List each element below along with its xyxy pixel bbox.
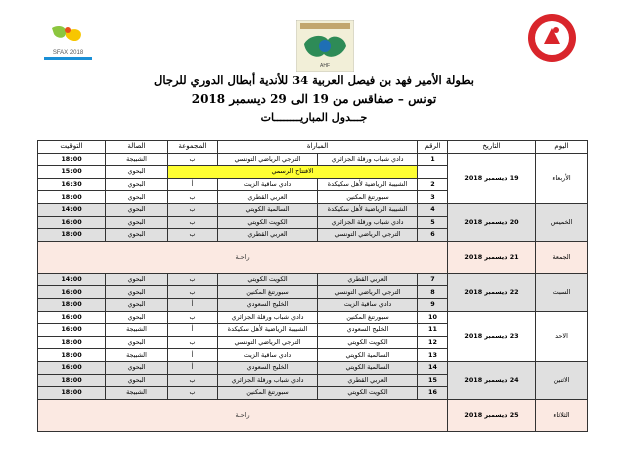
table-row <box>38 153 588 166</box>
hall-cell: الشبيجة <box>106 349 168 362</box>
day-cell: الاثنين <box>536 361 588 399</box>
group-cell: ب <box>168 203 218 216</box>
team-a: دادي شباب ورقلة الجزائري <box>318 153 418 166</box>
time-cell: 16:00 <box>38 216 106 229</box>
hall-cell: البحوي <box>106 216 168 229</box>
date-cell: 19 ديسمبر 2018 <box>448 153 536 203</box>
svg-text:AHF: AHF <box>320 63 330 69</box>
header-day: اليوم <box>536 141 588 154</box>
header-hall: الصالة <box>106 141 168 154</box>
group-cell: أ <box>168 361 218 374</box>
rest-day-row <box>38 241 588 273</box>
team-a: الكويت الكويتي <box>318 387 418 400</box>
team-b: الخليج السعودي <box>218 361 318 374</box>
team-a: دادي ساقية الزيت <box>318 298 418 311</box>
time-cell: 18:00 <box>38 298 106 311</box>
match-number: 6 <box>418 229 448 242</box>
rest-day-row <box>38 399 588 431</box>
team-a: الترجي الرياضي التونسي <box>318 229 418 242</box>
match-number: 3 <box>418 191 448 204</box>
hall-cell: الشبيجة <box>106 387 168 400</box>
team-a: الكويت الكويتي <box>318 336 418 349</box>
hall-cell: البحوي <box>106 286 168 299</box>
team-a: الشبيبة الرياضية لأهل سكيكدة <box>318 203 418 216</box>
day-cell: الأربعاء <box>536 153 588 203</box>
date-cell: 22 ديسمبر 2018 <box>448 273 536 311</box>
hall-cell: البحوي <box>106 273 168 286</box>
match-number: 4 <box>418 203 448 216</box>
table-header-row <box>38 141 588 154</box>
group-cell: ب <box>168 153 218 166</box>
group-cell: أ <box>168 324 218 337</box>
team-b: سبورتنغ المكنين <box>218 286 318 299</box>
hall-cell: البحوي <box>106 336 168 349</box>
date-cell: 25 ديسمبر 2018 <box>448 399 536 431</box>
group-cell: أ <box>168 178 218 191</box>
header-time: التوقيت <box>38 141 106 154</box>
team-a: العربي القطري <box>318 374 418 387</box>
date-cell: 21 ديسمبر 2018 <box>448 241 536 273</box>
date-cell: 23 ديسمبر 2018 <box>448 311 536 361</box>
time-cell: 18:00 <box>38 336 106 349</box>
group-cell: ب <box>168 311 218 324</box>
hall-cell: البحوي <box>106 298 168 311</box>
hall-cell: الشبيجة <box>106 153 168 166</box>
match-number: 5 <box>418 216 448 229</box>
group-cell: ب <box>168 229 218 242</box>
time-cell: 18:00 <box>38 387 106 400</box>
day-cell: الخميس <box>536 203 588 241</box>
time-cell: 16:00 <box>38 286 106 299</box>
header-group: المجموعة <box>168 141 218 154</box>
time-cell: 16:30 <box>38 178 106 191</box>
arab-handball-federation-logo <box>296 20 354 72</box>
match-number: 11 <box>418 324 448 337</box>
team-a: السالمية الكويتي <box>318 361 418 374</box>
time-cell: 18:00 <box>38 349 106 362</box>
time-cell: 16:00 <box>38 311 106 324</box>
match-number: 13 <box>418 349 448 362</box>
match-number: 7 <box>418 273 448 286</box>
rest-label: راحـة <box>38 241 448 273</box>
day-cell: السبت <box>536 273 588 311</box>
tunisian-handball-federation-logo <box>526 12 578 64</box>
group-cell: أ <box>168 349 218 362</box>
table-row <box>38 273 588 286</box>
hall-cell: البحوي <box>106 203 168 216</box>
time-cell: 18:00 <box>38 229 106 242</box>
hall-cell: البحوي <box>106 191 168 204</box>
match-number: 16 <box>418 387 448 400</box>
group-cell: ب <box>168 387 218 400</box>
match-number: 8 <box>418 286 448 299</box>
team-a: سبورتنغ المكنين <box>318 191 418 204</box>
group-cell: ب <box>168 216 218 229</box>
table-row <box>38 311 588 324</box>
team-b: الكويت الكويتي <box>218 216 318 229</box>
match-number: 2 <box>418 178 448 191</box>
match-number: 10 <box>418 311 448 324</box>
team-b: الترجي الرياضي التونسي <box>218 336 318 349</box>
day-cell: الثلاثاء <box>536 399 588 431</box>
team-b: دادي ساقية الزيت <box>218 349 318 362</box>
team-a: السالمية الكويتي <box>318 349 418 362</box>
group-cell: ب <box>168 286 218 299</box>
header-date: التاريخ <box>448 141 536 154</box>
hall-cell: البحوي <box>106 166 168 179</box>
rest-label: راحـة <box>38 399 448 431</box>
match-number: 14 <box>418 361 448 374</box>
date-cell: 20 ديسمبر 2018 <box>448 203 536 241</box>
svg-text:SFAX 2018: SFAX 2018 <box>52 50 84 56</box>
day-cell: الاحد <box>536 311 588 361</box>
hall-cell: الشبيجة <box>106 324 168 337</box>
team-a: الشبيبة الرياضية لأهل سكيكدة <box>318 178 418 191</box>
match-schedule-table <box>37 140 588 432</box>
table-row <box>38 203 588 216</box>
header-num: الرقم <box>418 141 448 154</box>
time-cell: 18:00 <box>38 191 106 204</box>
time-cell: 14:00 <box>38 203 106 216</box>
date-cell: 24 ديسمبر 2018 <box>448 361 536 399</box>
match-number: 15 <box>418 374 448 387</box>
hall-cell: البحوي <box>106 178 168 191</box>
team-b: الخليج السعودي <box>218 298 318 311</box>
team-b: سبورتنغ المكنين <box>218 387 318 400</box>
team-b: الترجي الرياضي التونسي <box>218 153 318 166</box>
time-cell: 14:00 <box>38 273 106 286</box>
team-b: الشبيبة الرياضية لأهل سكيكدة <box>218 324 318 337</box>
group-cell: ب <box>168 336 218 349</box>
day-cell: الجمعة <box>536 241 588 273</box>
time-cell: 18:00 <box>38 374 106 387</box>
team-b: العربي القطري <box>218 191 318 204</box>
hall-cell: البحوي <box>106 229 168 242</box>
team-a: الخليج السعودي <box>318 324 418 337</box>
group-cell: ب <box>168 374 218 387</box>
time-cell: 16:00 <box>38 361 106 374</box>
championship-title: بطولة الأمير فهد بن فيصل العربية 34 للأندية أبطال الدوري للرجال <box>153 73 475 87</box>
group-cell: ب <box>168 273 218 286</box>
time-cell: 16:00 <box>38 324 106 337</box>
location-dates: تونس – صفاقس من 19 الى 29 ديسمبر 2018 <box>191 92 437 106</box>
opening-ceremony: الافتتاح الرسمي <box>168 166 418 179</box>
sfax-2018-logo <box>38 22 98 66</box>
team-b: العربي القطري <box>218 229 318 242</box>
hall-cell: البحوي <box>106 361 168 374</box>
hall-cell: البحوي <box>106 374 168 387</box>
team-a: الترجي الرياضي التونسي <box>318 286 418 299</box>
team-a: العربي القطري <box>318 273 418 286</box>
table-row <box>38 361 588 374</box>
team-b: السالمية الكويتي <box>218 203 318 216</box>
team-b: دادي ساقية الزيت <box>218 178 318 191</box>
time-cell: 15:00 <box>38 166 106 179</box>
team-b: دادي شباب ورقلة الجزائري <box>218 374 318 387</box>
group-cell: أ <box>168 298 218 311</box>
team-b: دادي شباب ورقلة الجزائري <box>218 311 318 324</box>
group-cell: ب <box>168 191 218 204</box>
schedule-heading: جـــدول المباريــــــــات <box>260 111 368 124</box>
match-number: 1 <box>418 153 448 166</box>
team-b: الكويت الكويتي <box>218 273 318 286</box>
team-a: دادي شباب ورقلة الجزائري <box>318 216 418 229</box>
time-cell: 18:00 <box>38 153 106 166</box>
match-number: 9 <box>418 298 448 311</box>
team-a: سبورتنغ المكنين <box>318 311 418 324</box>
header-match: المباراة <box>218 141 418 154</box>
hall-cell: البحوي <box>106 311 168 324</box>
match-number: 12 <box>418 336 448 349</box>
